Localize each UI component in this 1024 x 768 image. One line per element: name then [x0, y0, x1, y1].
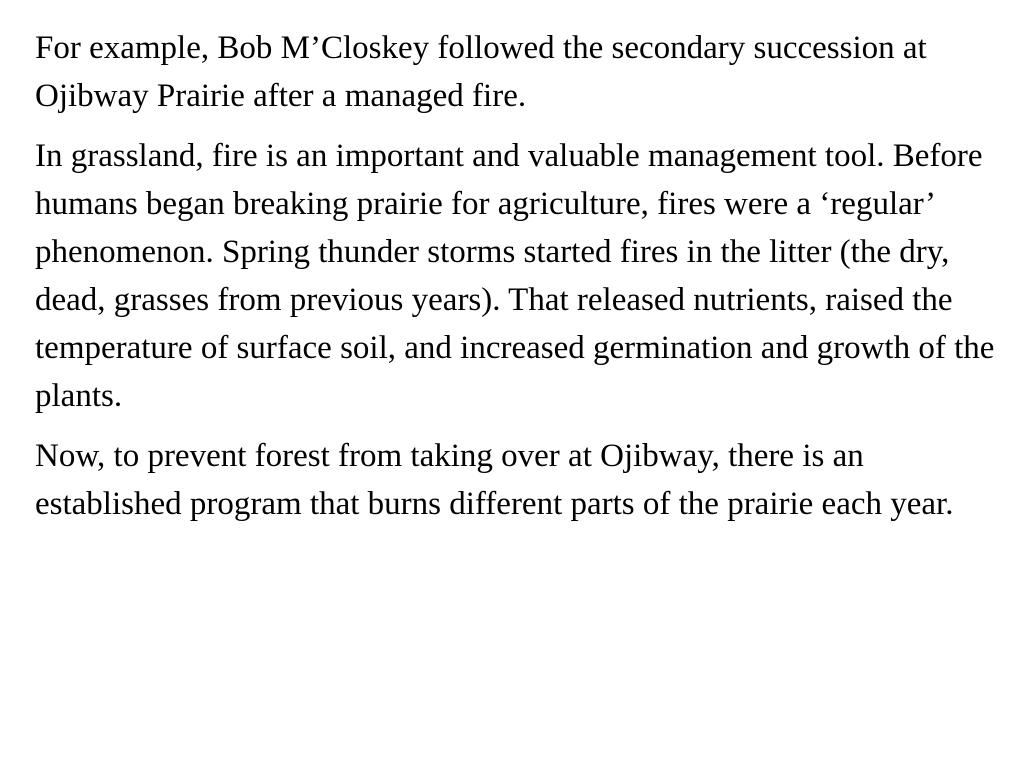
paragraph-example: For example, Bob M’Closkey followed the secondary succession at Ojibway Prairie after a managed fire. [35, 30, 927, 114]
paragraph-burn-program: Now, to prevent forest from taking over at Ojibway, there is an established program that burns different parts of the prairie each year. [35, 438, 954, 522]
text-body [35, 24, 1010, 540]
paragraph-fire-management: In grassland, fire is an important and valuable management tool. Before humans began breaking prairie for agriculture, fires were a ‘regular’ phenomenon. Spring thunder storms started fires in the litter (the dry, dead, grasses from previous years). That released nutrients, raised the temperature of surface soil, and increased germination and growth of the plants. [35, 138, 995, 414]
